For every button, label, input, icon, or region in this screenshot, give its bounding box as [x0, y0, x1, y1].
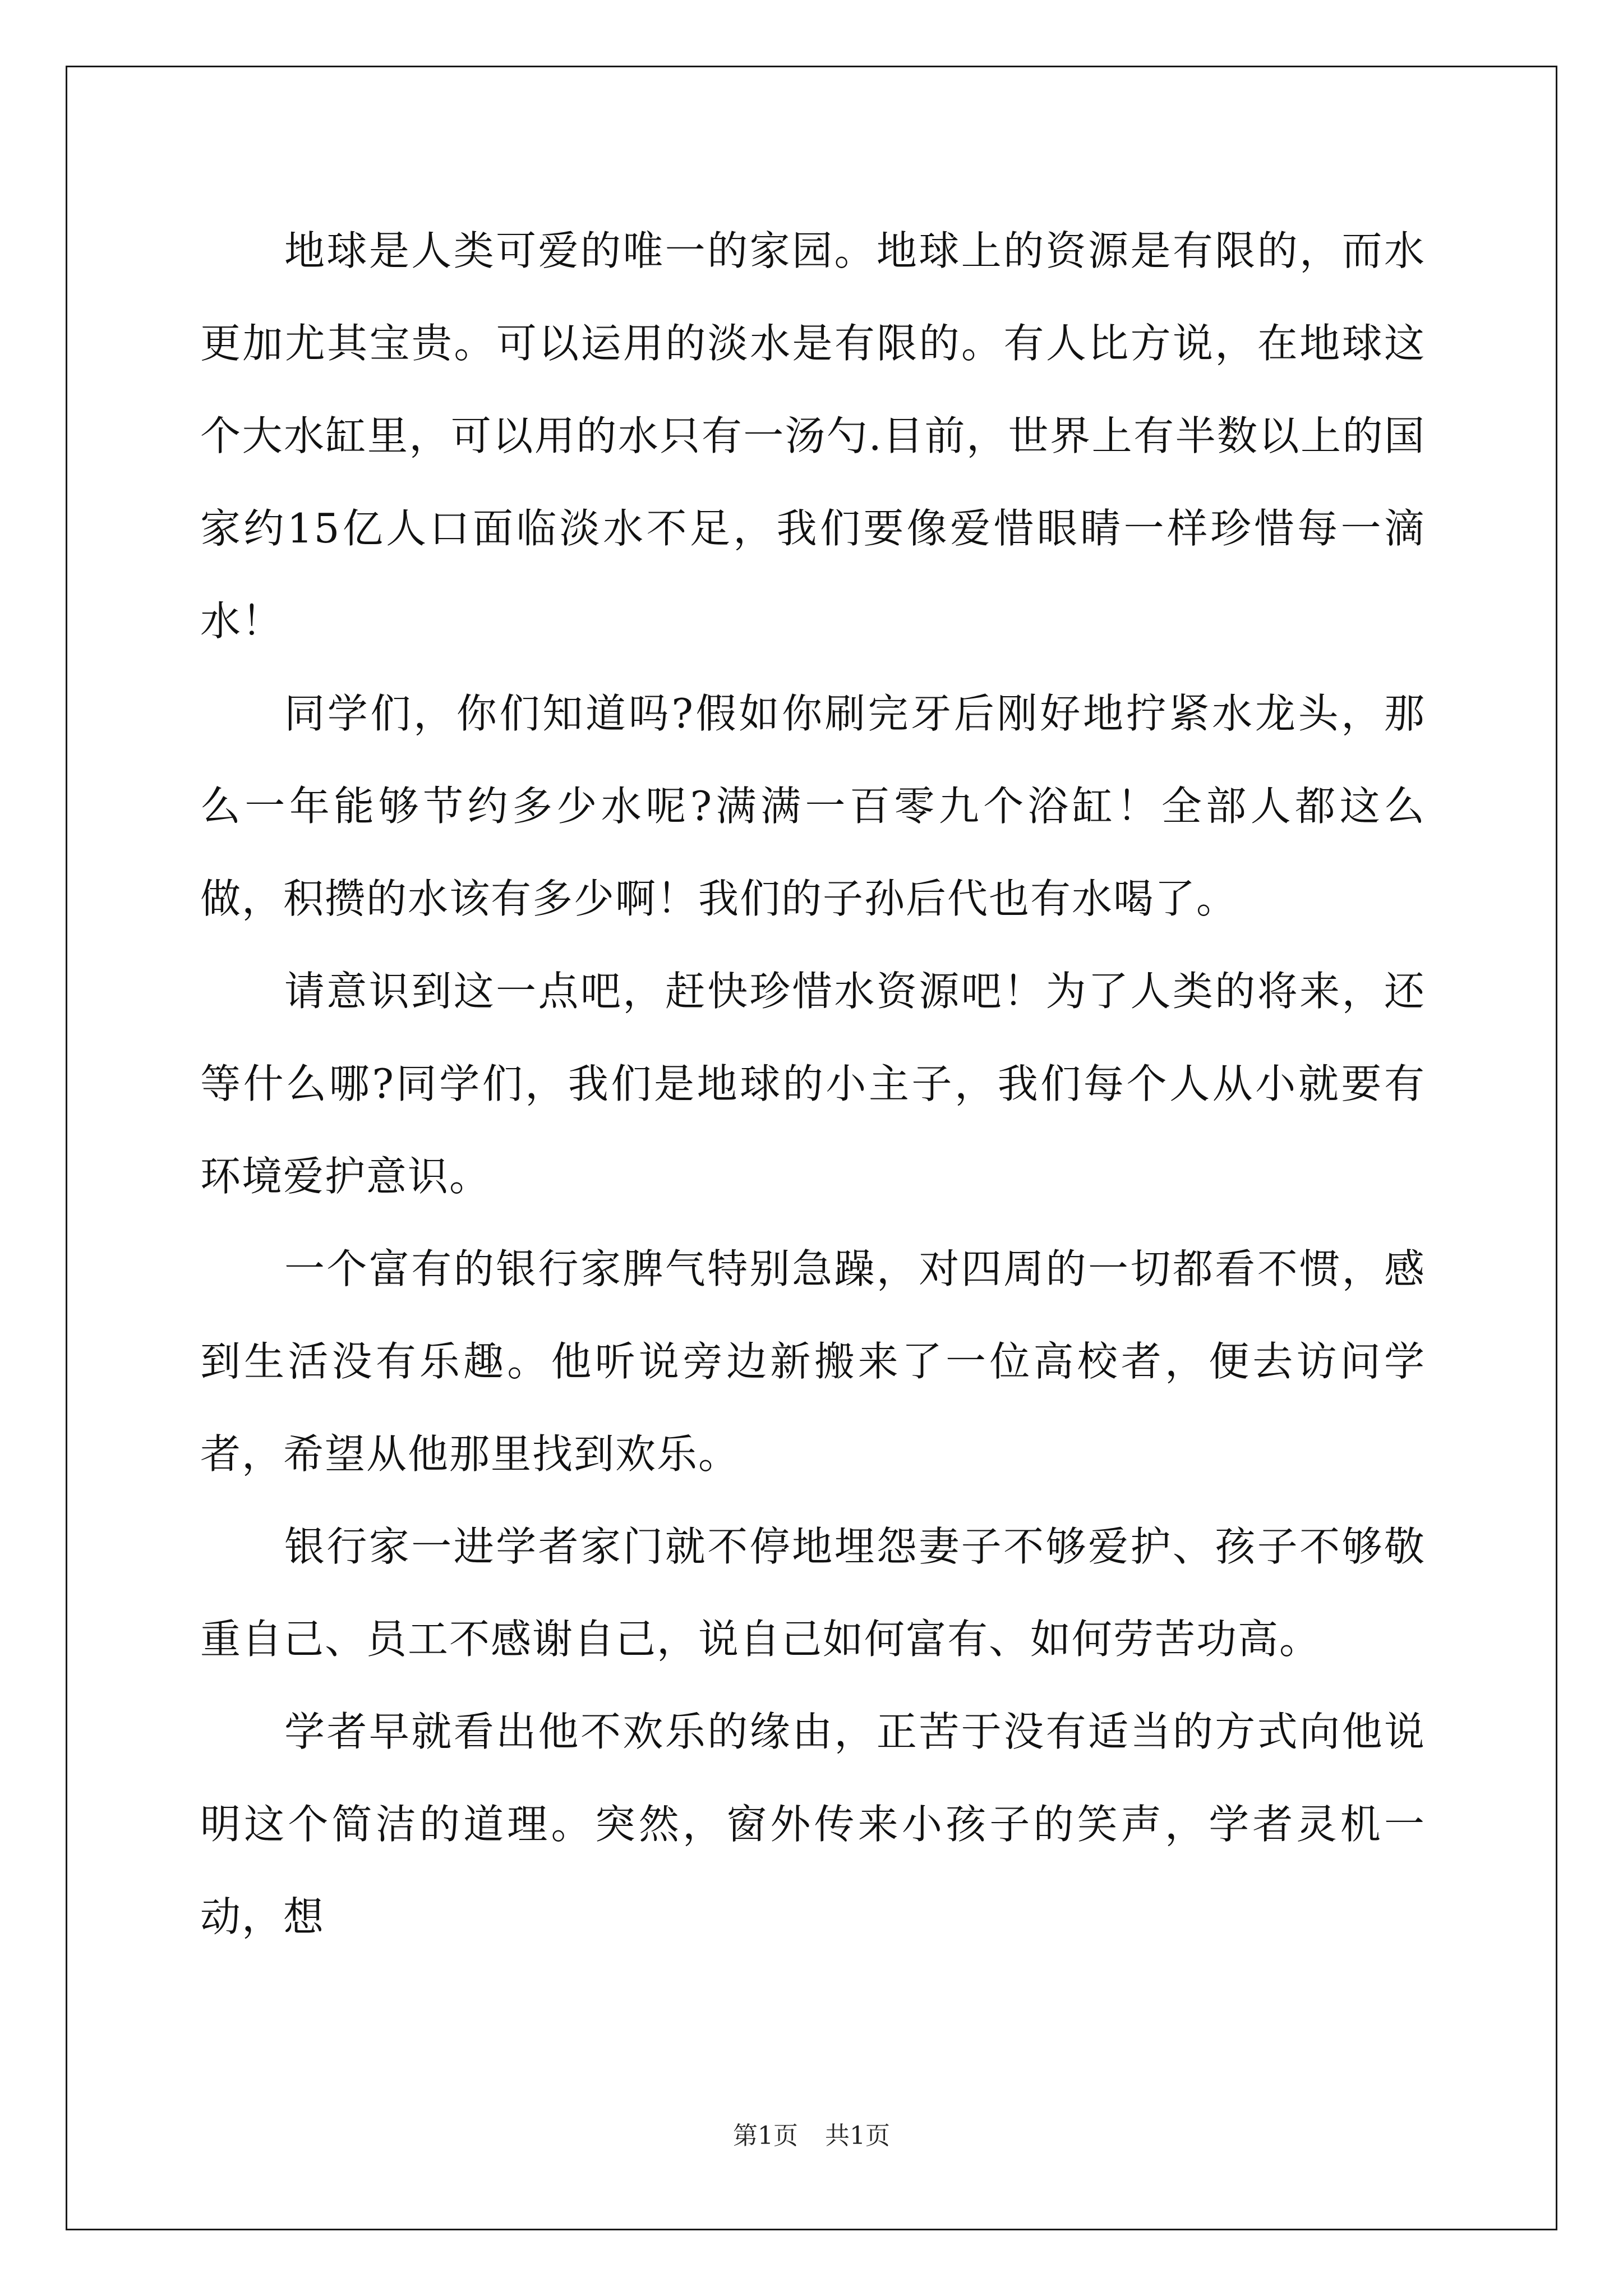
document-body	[200, 205, 1426, 1963]
paragraph: 同学们，你们知道吗?假如你刷完牙后刚好地拧紧水龙头，那么一年能够节约多少水呢?满满一百零九个浴缸！全部人都这么做，积攒的水该有多少啊！我们的子孙后代也有水喝了。	[200, 690, 1426, 922]
page-footer	[0, 2119, 1623, 2153]
paragraph: 学者早就看出他不欢乐的缘由，正苦于没有适当的方式向他说明这个简洁的道理。突然，窗外传来小孩子的笑声，学者灵机一动，想	[200, 1708, 1426, 1940]
paragraph: 地球是人类可爱的唯一的家园。地球上的资源是有限的，而水更加尤其宝贵。可以运用的淡水是有限的。有人比方说，在地球这个大水缸里，可以用的水只有一汤勺.目前，世界上有半数以上的国家约15亿人口面临淡水不足，我们要像爱惜眼睛一样珍惜每一滴水！	[200, 227, 1426, 645]
paragraph: 请意识到这一点吧，赶快珍惜水资源吧！为了人类的将来，还等什么哪?同学们，我们是地球的小主子，我们每个人从小就要有环境爱护意识。	[200, 968, 1426, 1200]
page-number-total: 共1页	[825, 2122, 890, 2150]
paragraph: 银行家一进学者家门就不停地埋怨妻子不够爱护、孩子不够敬重自己、员工不感谢自己，说自己如何富有、如何劳苦功高。	[200, 1523, 1426, 1663]
page-number-current: 第1页	[733, 2122, 798, 2150]
paragraph: 一个富有的银行家脾气特别急躁，对四周的一切都看不惯，感到生活没有乐趣。他听说旁边新搬来了一位高校者，便去访问学者，希望从他那里找到欢乐。	[200, 1245, 1426, 1478]
